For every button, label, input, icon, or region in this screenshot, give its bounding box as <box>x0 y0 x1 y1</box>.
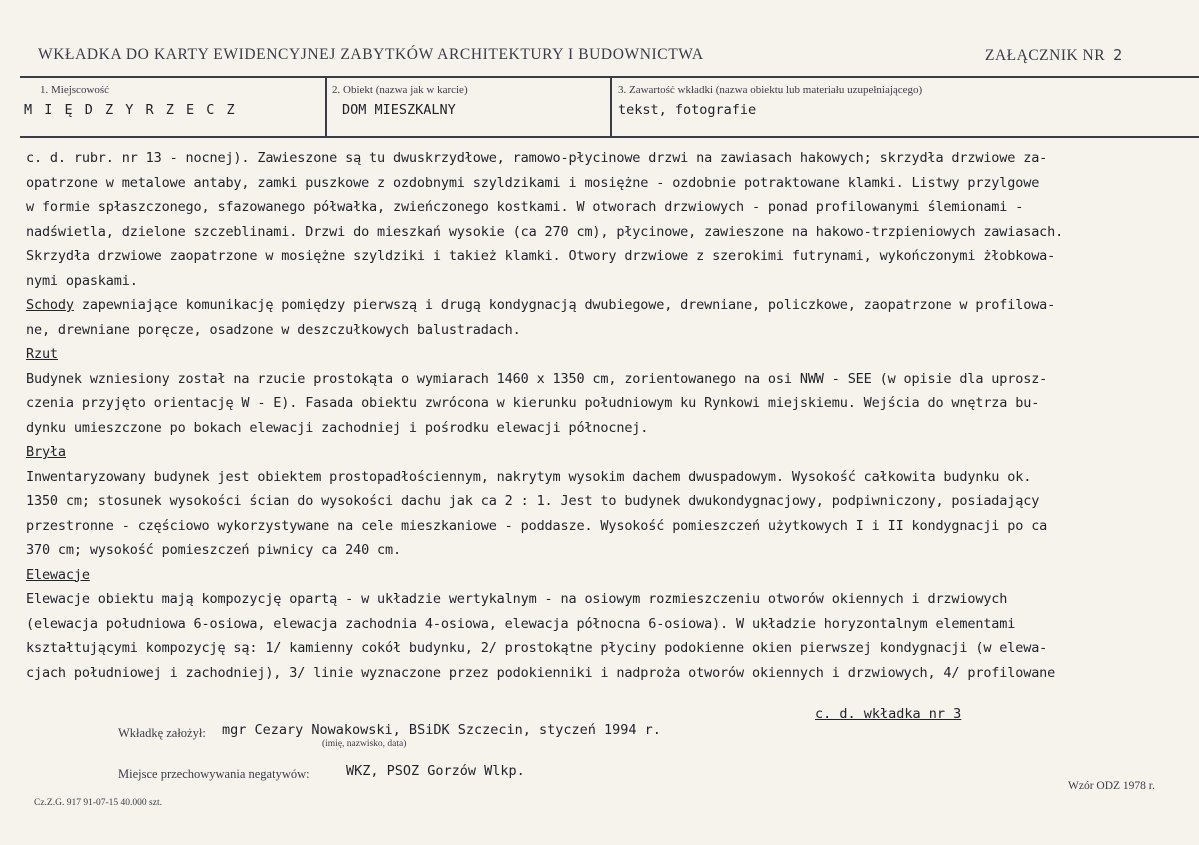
document-body <box>26 146 1186 685</box>
body-line: Elewacje obiektu mają kompozycję opartą - w układzie wertykalnym - na osiowym rozmieszczeniu otworów okiennych i drzwiowych <box>26 591 1008 607</box>
body-line: zapewniające komunikację pomiędzy pierwszą i drugą kondygnacją dwubiegowe, drewniane, policzkowe, zaopatrzone w profilowa- <box>73 297 1056 313</box>
stairs-heading: Schody <box>26 297 74 313</box>
body-line: w formie spłaszczonego, sfazowanego półwałka, zwieńczonego kostkami. W otworach drzwiowych - ponad profilowanymi ślemionami - <box>26 199 1024 215</box>
body-line: cjach południowej i zachodniej), 3/ linie wyznaczone przez podokienniki i nadproża otworów okiennych i drzwiowych, 4/ profilowane <box>26 664 1056 681</box>
form-model: Wzór ODZ 1978 r. <box>1068 780 1155 792</box>
attachment-number-value: 2 <box>1113 46 1123 64</box>
negatives-value: WKZ, PSOZ Gorzów Wlkp. <box>346 763 525 779</box>
body-line: c. d. rubr. nr 13 - nocnej). Zawieszone są tu dwuskrzydłowe, ramowo-płycinowe drzwi na zawiasach hakowych; skrzydła drzwiowe za- <box>26 150 1048 166</box>
body-line: nadświetla, dzielone szczeblinami. Drzwi do mieszkań wysokie (ca 270 cm), płycinowe, zawieszone na hakowo-trzpieniowych zawiasach. <box>26 223 1064 240</box>
body-line: przestronne - częściowo wykorzystywane na cele mieszkaniowe - poddasze. Wysokość pomieszczeń użytkowych I i II kondygnacji po ca <box>26 517 1048 534</box>
attachment-label: ZAŁĄCZNIK NR <box>985 47 1106 64</box>
body-line: kształtującymi kompozycję są: 1/ kamienny cokół budynku, 2/ prostokątne płyciny podokienne okien pierwszej kondygnacji (w elewa- <box>26 640 1048 656</box>
author-hint: (imię, nazwisko, data) <box>322 739 407 749</box>
body-line: 370 cm; wysokość pomieszczeń piwnicy ca 240 cm. <box>26 542 401 558</box>
location-label: 1. Miejscowość <box>40 84 110 96</box>
negatives-label: Miejsce przechowywania negatywów: <box>118 767 310 781</box>
body-line: dynku umieszczone po bokach elewacji zachodniej i pośrodku elewacji północnej. <box>26 419 649 436</box>
form-title: WKŁADKA DO KARTY EWIDENCYJNEJ ZABYTKÓW ARCHITEKTURY I BUDOWNICTWA <box>38 46 704 63</box>
field-divider-2 <box>610 77 612 137</box>
location-value: M I Ę D Z Y R Z E C Z <box>24 102 237 118</box>
field-divider-1 <box>325 77 327 137</box>
object-value: DOM MIESZKALNY <box>342 102 456 118</box>
object-label: 2. Obiekt (nazwa jak w karcie) <box>332 84 468 96</box>
continuation-note: c. d. wkładka nr 3 <box>815 706 962 722</box>
content-value: tekst, fotografie <box>618 102 757 118</box>
body-line: ne, drewniane poręcze, osadzone w deszczułkowych balustradach. <box>26 321 521 338</box>
body-line: Skrzydła drzwiowe zaopatrzone w mosiężne szyldziki i takież klamki. Otwory drzwiowe z szerokimi futrynami, wykończonymi żłobkowa- <box>26 248 1056 264</box>
body-line: Inwentaryzowany budynek jest obiektem prostopadłościennym, nakrytym wysokim dachem dwuspadowym. Wysokość całkowita budynku ok. <box>26 468 1032 485</box>
stairs-paragraph-start <box>26 293 1186 318</box>
body-line: 1350 cm; stosunek wysokości ścian do wysokości dachu jak ca 2 : 1. Jest to budynek dwukondygnacjowy, podpiwniczony, posiadający <box>26 493 1040 509</box>
elev-heading-line <box>26 563 1186 588</box>
mass-heading-line <box>26 440 1186 465</box>
attachment-number <box>985 46 1123 65</box>
print-info: Cz.Z.G. 917 91-07-15 40.000 szt. <box>34 798 162 808</box>
body-line: opatrzone w metalowe antaby, zamki puszkowe z ozdobnymi szyldzikami i mosiężne - ozdobnie potraktowane klamki. Listwy przylgowe <box>26 174 1040 191</box>
body-line: (elewacja południowa 6-osiowa, elewacja zachodnia 4-osiowa, elewacja północna 6-osiowa). W układzie horyzontalnym elementami <box>26 615 1016 632</box>
author-value: mgr Cezary Nowakowski, BSiDK Szczecin, styczeń 1994 r. <box>222 722 661 738</box>
author-label: Wkładkę założył: <box>118 726 206 740</box>
plan-heading-line <box>26 342 1186 367</box>
elev-heading: Elewacje <box>26 566 90 583</box>
body-line: czenia przyjęto orientację W - E). Fasada obiektu zwrócona w kierunku południowym ku Rynkowi miejskiemu. Wejścia do wnętrza bu- <box>26 395 1040 411</box>
plan-heading: Rzut <box>26 346 58 362</box>
body-line: Budynek wzniesiony został na rzucie prostokąta o wymiarach 1460 x 1350 cm, zorientowanego na osi NWW - SEE (w opisie dla uprosz- <box>26 370 1048 387</box>
body-line: nymi opaskami. <box>26 272 138 289</box>
mass-heading: Bryła <box>26 444 66 460</box>
content-label: 3. Zawartość wkładki (nazwa obiektu lub materiału uzupełniającego) <box>618 84 923 96</box>
